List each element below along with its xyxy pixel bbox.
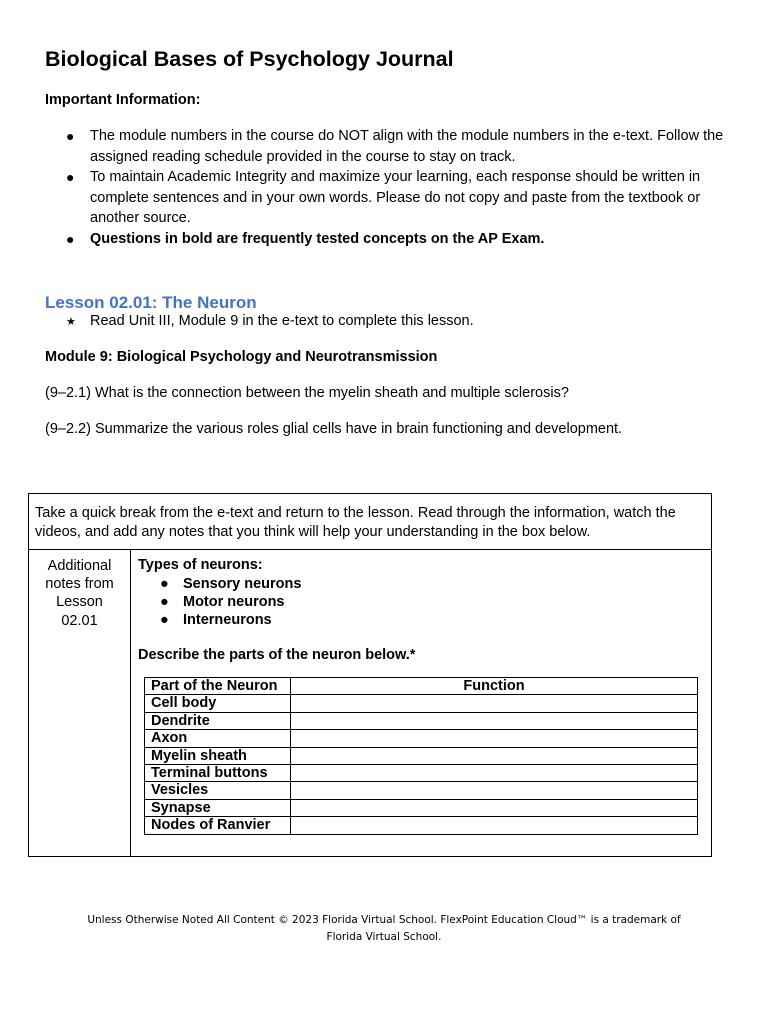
notes-box bbox=[28, 493, 712, 857]
table-row bbox=[145, 782, 698, 799]
neuron-types-list bbox=[138, 575, 301, 630]
list-item: ● Sensory neurons bbox=[160, 576, 302, 592]
notes-content[interactable] bbox=[132, 550, 711, 856]
question-9-2-1: (9–2.1) What is the connection between the myelin sheath and multiple sclerosis? bbox=[45, 385, 569, 401]
question-9-2-2: (9–2.2) Summarize the various roles glial cells have in brain functioning and development. bbox=[45, 421, 623, 437]
table-row bbox=[145, 747, 698, 764]
table-row bbox=[145, 730, 698, 747]
list-item: ● Questions in bold are frequently tested concepts on the AP Exam. bbox=[45, 229, 735, 250]
function-cell[interactable] bbox=[291, 712, 698, 729]
star-icon: ★ bbox=[66, 316, 76, 328]
function-cell[interactable] bbox=[291, 747, 698, 764]
lesson-instruction: ★ Read Unit III, Module 9 in the e-text to complete this lesson. bbox=[66, 313, 474, 329]
lesson-heading: Lesson 02.01: The Neuron bbox=[45, 293, 257, 312]
bullet-icon: ● bbox=[160, 612, 169, 629]
part-cell: Nodes of Ranvier bbox=[145, 817, 291, 834]
list-item: ● The module numbers in the course do NOT align with the module numbers in the e-text. Follow the assigned reading schedule provided in the course to stay on track. bbox=[66, 128, 724, 165]
bullet-icon: ● bbox=[66, 128, 75, 144]
notes-intro: Take a quick break from the e-text and return to the lesson. Read through the information, watch the videos, and add any notes that you think will help your understanding in the box below. bbox=[29, 494, 711, 550]
part-cell: Axon bbox=[145, 730, 291, 747]
module-heading: Module 9: Biological Psychology and Neurotransmission bbox=[45, 349, 438, 365]
page-title: Biological Bases of Psychology Journal bbox=[45, 47, 454, 71]
types-of-neurons-heading: Types of neurons: bbox=[138, 557, 263, 573]
table-row bbox=[145, 695, 698, 712]
bullet-icon: ● bbox=[160, 594, 169, 611]
function-cell[interactable] bbox=[291, 730, 698, 747]
function-cell[interactable] bbox=[291, 765, 698, 782]
list-item: ● Motor neurons bbox=[160, 594, 285, 611]
part-cell: Myelin sheath bbox=[145, 747, 291, 764]
page-footer: Unless Otherwise Noted All Content © 2023 Florida Virtual School. FlexPoint Education Cloud™ is a trademark of Florida Virtual School. bbox=[87, 914, 681, 943]
function-cell[interactable] bbox=[291, 817, 698, 834]
bullet-icon: ● bbox=[66, 169, 75, 186]
describe-parts-prompt: Describe the parts of the neuron below.* bbox=[138, 647, 416, 663]
important-info-list bbox=[45, 126, 735, 250]
bullet-icon: ● bbox=[160, 576, 169, 592]
function-cell[interactable] bbox=[291, 782, 698, 799]
function-cell[interactable] bbox=[291, 695, 698, 712]
function-cell[interactable] bbox=[291, 799, 698, 816]
notes-side-label: Additional notes from Lesson 02.01 bbox=[29, 550, 131, 856]
table-row bbox=[145, 765, 698, 782]
column-header-part: Part of the Neuron bbox=[145, 678, 291, 695]
table-header-row bbox=[145, 678, 698, 695]
part-cell: Synapse bbox=[145, 799, 291, 816]
part-cell: Vesicles bbox=[145, 782, 291, 799]
list-item: ● To maintain Academic Integrity and maximize your learning, each response should be written in complete sentences and in your own words. Please do not copy and paste from the textbook or another source. bbox=[66, 169, 701, 227]
part-cell: Dendrite bbox=[145, 712, 291, 729]
part-cell: Cell body bbox=[145, 695, 291, 712]
neuron-parts-table bbox=[144, 677, 698, 835]
table-row bbox=[145, 712, 698, 729]
part-cell: Terminal buttons bbox=[145, 765, 291, 782]
bullet-icon: ● bbox=[66, 230, 75, 247]
list-item: ● Interneurons bbox=[160, 612, 272, 629]
important-info-heading: Important Information: bbox=[45, 92, 201, 108]
table-row bbox=[145, 799, 698, 816]
column-header-function: Function bbox=[291, 678, 698, 695]
table-row bbox=[145, 817, 698, 834]
